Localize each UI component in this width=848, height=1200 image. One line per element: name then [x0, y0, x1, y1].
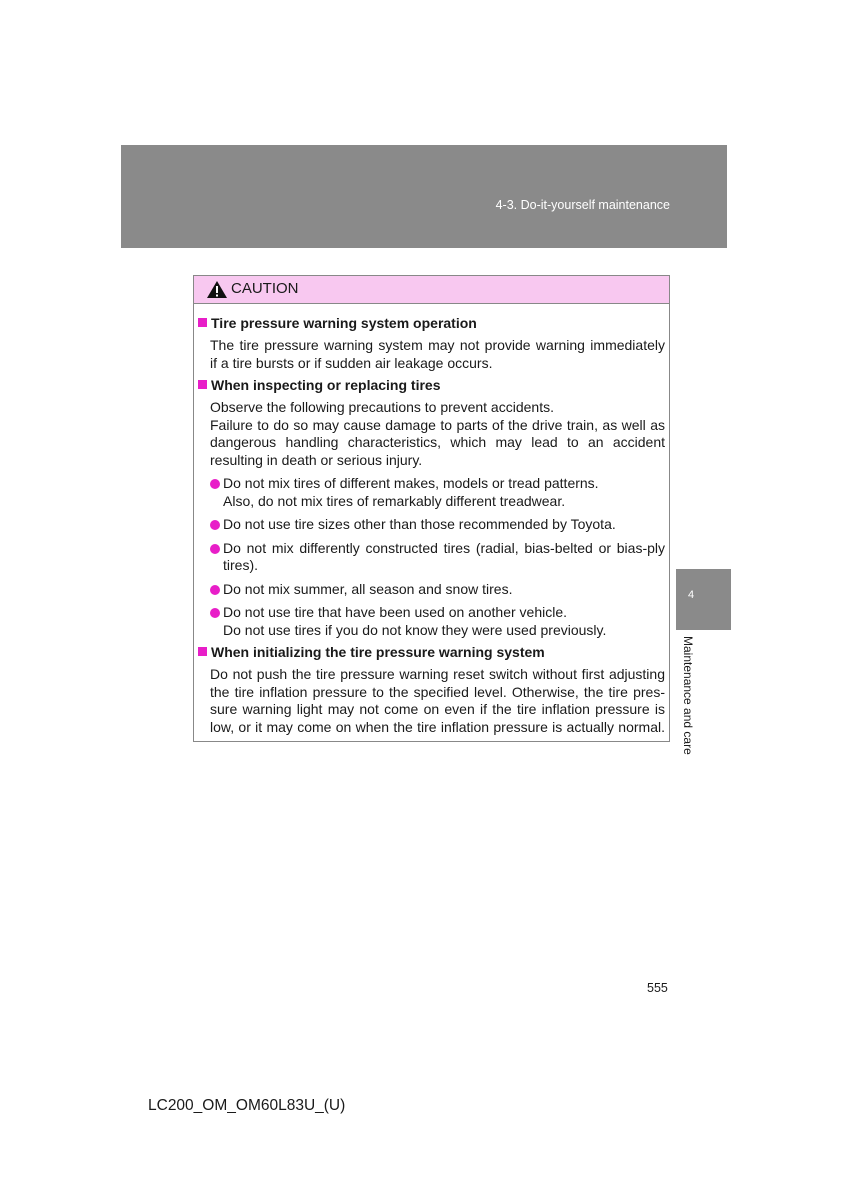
warning-triangle-icon [206, 280, 228, 299]
list-item-line: Do not mix tires of different makes, models or tread patterns. [223, 475, 599, 491]
paragraph-line: Do not push the tire pressure warning reset switch without first adjusting [210, 666, 665, 682]
paragraph-line: dangerous handling characteristics, which may lead to an accident [210, 434, 665, 450]
round-bullet-icon [210, 520, 220, 530]
section-heading [198, 644, 669, 661]
paragraph-line: Observe the following precautions to prevent accidents. [210, 399, 554, 415]
paragraph-line: the tire inflation pressure to the specified level. Otherwise, the tire pres- [210, 683, 665, 700]
paragraph [210, 666, 665, 736]
round-bullet-icon [210, 585, 220, 595]
round-bullet-icon [210, 479, 220, 489]
section-heading [198, 377, 669, 394]
page-number: 555 [647, 981, 668, 995]
paragraph [210, 399, 665, 469]
paragraph-line: Failure to do so may cause damage to parts of the drive train, as well as [210, 416, 665, 433]
list-item [210, 475, 665, 510]
caution-body [194, 304, 669, 736]
chapter-tab [676, 569, 731, 630]
list-item-line: Also, do not mix tires of remarkably different treadwear. [223, 492, 566, 509]
section-title: 4-3. Do-it-yourself maintenance [495, 198, 670, 212]
list-item-line: Do not use tires if you do not know they were used previously. [223, 621, 607, 638]
section-heading-text: When inspecting or replacing tires [211, 377, 441, 393]
paragraph-line: resulting in death or serious injury. [210, 451, 423, 468]
section-heading-text: When initializing the tire pressure warning system [211, 644, 545, 660]
document-code: LC200_OM_OM60L83U_(U) [148, 1097, 346, 1114]
list-item-line: Do not use tire sizes other than those recommended by Toyota. [223, 516, 616, 532]
list-item-line: Do not mix summer, all season and snow tires. [223, 580, 513, 597]
round-bullet-icon [210, 544, 220, 554]
square-bullet-icon [198, 380, 207, 389]
square-bullet-icon [198, 647, 207, 656]
list-item [210, 516, 665, 534]
section-heading [198, 315, 669, 332]
chapter-label: Maintenance and care [681, 636, 695, 755]
header-band [121, 145, 727, 248]
caution-header [194, 276, 669, 304]
list-item-line: tires). [223, 557, 258, 573]
paragraph [210, 337, 665, 372]
section-heading-text: Tire pressure warning system operation [211, 315, 477, 331]
round-bullet-icon [210, 608, 220, 618]
paragraph-line: if a tire bursts or if sudden air leakage occurs. [210, 354, 493, 371]
caution-title: CAUTION [231, 280, 299, 297]
list-item [210, 581, 665, 599]
list-item-line: Do not use tire that have been used on another vehicle. [223, 604, 568, 620]
list-item-line: Do not mix differently constructed tires (radial, bias-belted or bias-ply [223, 539, 665, 556]
chapter-number: 4 [688, 589, 695, 601]
paragraph-line: sure warning light may not come on even if the tire inflation pressure is [210, 701, 665, 717]
caution-box [193, 275, 670, 742]
list-item [210, 540, 665, 575]
square-bullet-icon [198, 318, 207, 327]
list-item [210, 604, 665, 639]
paragraph-line: low, or it may come on when the tire inflation pressure is actually normal. [210, 718, 665, 735]
paragraph-line: The tire pressure warning system may not provide warning immediately [210, 337, 665, 353]
